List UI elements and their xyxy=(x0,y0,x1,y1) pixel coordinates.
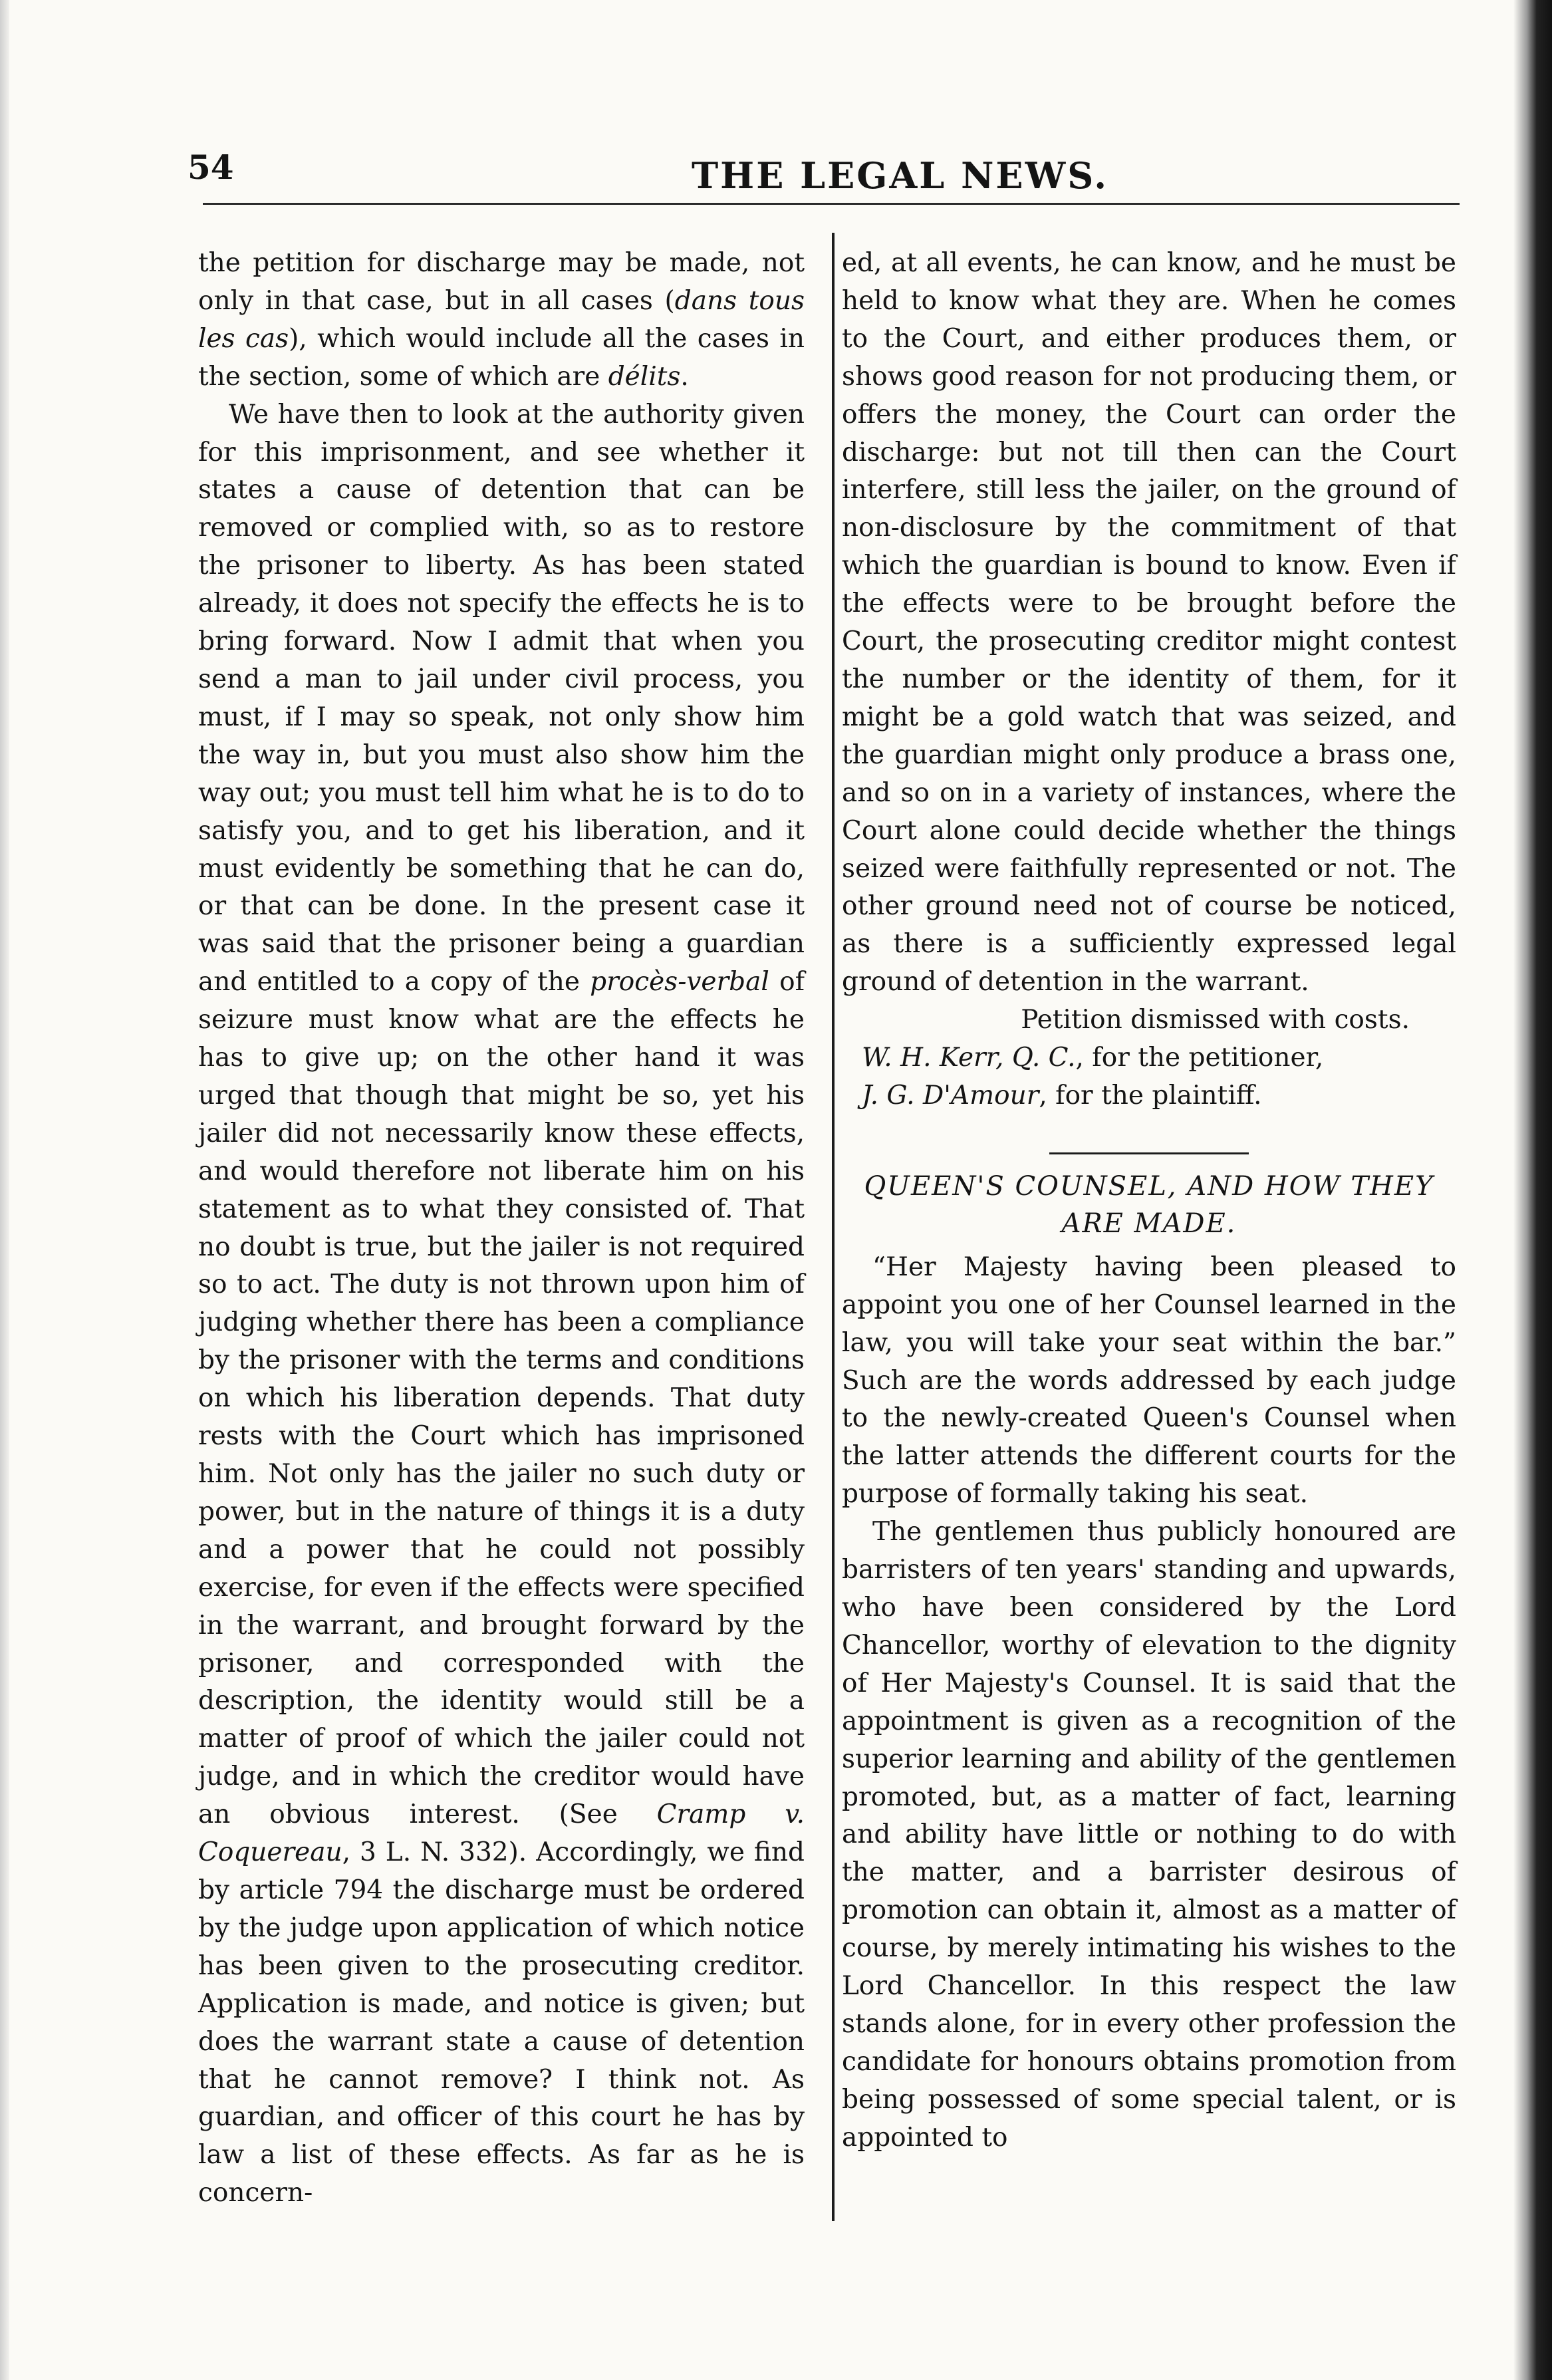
paragraph: “Her Majesty having been pleased to appoint you one of her Counsel learned in the law, you will take your seat within the bar.” Such are the words addressed by each judge to the newly-created Queen's Counsel when the latter attends the different courts for the purpose of formally taking his seat. xyxy=(842,1252,1456,1510)
paragraph: We have then to look at the authority given for this imprisonment, and see whether it states a cause of detention that can be removed or complied with, so as to restore the prisoner to liberty. As has been stated already, it does not specify the effects he is to bring forward. Now I admit that when you send a man to jail under civil process, you must, if I may so speak, not only show him the way in, but you must also show him the way out; you must tell him what he is to do to satisfy you, and to get his liberation, and it must evidently be something that he can do, or that can be done. In the present case it was said that the prisoner being a guardian and entitled to a copy of the procès-verbal of seizure must know what are the effects he has to give up; on the other hand it was urged that though that might be so, yet his jailer did not necessarily know these effects, and would therefore not liberate him on his statement as to what they consisted of. That no doubt is true, but the jailer is not required so to act. The duty is not thrown upon him of judging whether there has been a compliance by the prisoner with the terms and conditions on which his liberation depends. That duty rests with the Court which has imprisoned him. Not only has the jailer no such duty or power, but in the nature of things it is a duty and a power that he could not possibly exercise, for even if the effects were specified in the warrant, and brought forward by the prisoner, and corresponded with the description, the identity would still be a matter of proof of which the jailer could not judge, and in which the creditor would have an obvious interest. (See Cramp v. Coquereau, 3 L. N. 332). Accordingly, we find by article 794 the discharge must be ordered by the judge upon application of which notice has been given to the prosecuting creditor. Application is made, and notice is given; but does the warrant state a cause of detention that he cannot remove? I think not. As guardian, and officer of this court he has by law a list of these effects. As far as he is concern- xyxy=(198,399,805,2208)
right-column xyxy=(842,245,1456,2157)
counsel-line: W. H. Kerr, Q. C., for the petitioner, xyxy=(862,1043,1324,1073)
paragraph: ed, at all events, he can know, and he must be held to know what they are. When he comes to the Court, and either produces them, or shows good reason for not producing them, or offers the money, the Court can order the discharge: but not till then can the Court interfere, still less the jailer, on the ground of non-disclosure by the commitment of that which the guardian is bound to know. Even if the effects were to be brought before the Court, the prosecuting creditor might contest the number or the identity of them, for it might be a gold watch that was seized, and the guardian might only produce a brass one, and so on in a variety of instances, where the Court alone could decide whether the things seized were faithfully represented or not. The other ground need not of course be noticed, as there is a sufficiently expressed legal ground of detention in the warrant. xyxy=(842,248,1456,997)
judgment-closing: Petition dismissed with costs. xyxy=(1021,1005,1410,1035)
section-title-line: ARE MADE. xyxy=(1061,1208,1237,1239)
page-number: 54 xyxy=(188,148,234,187)
column-divider xyxy=(832,233,835,2221)
header-rule xyxy=(203,203,1460,205)
paragraph: The gentlemen thus publicly honoured are barristers of ten years' standing and upwards, who have been considered by the Lord Chancellor, worthy of elevation to the dignity of Her Majesty's Counsel. It is said that the appointment is given as a recognition of the superior learning and ability of the gentlemen promoted, but, as a matter of fact, learning and ability have little or nothing to do with the matter, and a barrister desirous of promotion can obtain it, almost as a matter of course, by merely intimating his wishes to the Lord Chancellor. In this respect the law stands alone, for in every other profession the candidate for honours obtains promotion from being possessed of some special talent, or is appointed to xyxy=(842,1517,1456,2153)
left-column xyxy=(198,245,805,2212)
section-title xyxy=(842,1168,1456,1242)
section-title-line: QUEEN'S COUNSEL, AND HOW THEY xyxy=(864,1170,1434,1202)
counsel-line: J. G. D'Amour, for the plaintiff. xyxy=(862,1080,1262,1111)
page-edge-left xyxy=(0,0,9,2380)
section-rule xyxy=(1049,1152,1249,1154)
paragraph: the petition for discharge may be made, not only in that case, but in all cases (dans tous les cas), which would include all the cases in the section, some of which are délits. xyxy=(198,248,805,392)
page-binding-shadow xyxy=(1513,0,1552,2380)
running-title: THE LEGAL NEWS. xyxy=(692,154,1109,197)
